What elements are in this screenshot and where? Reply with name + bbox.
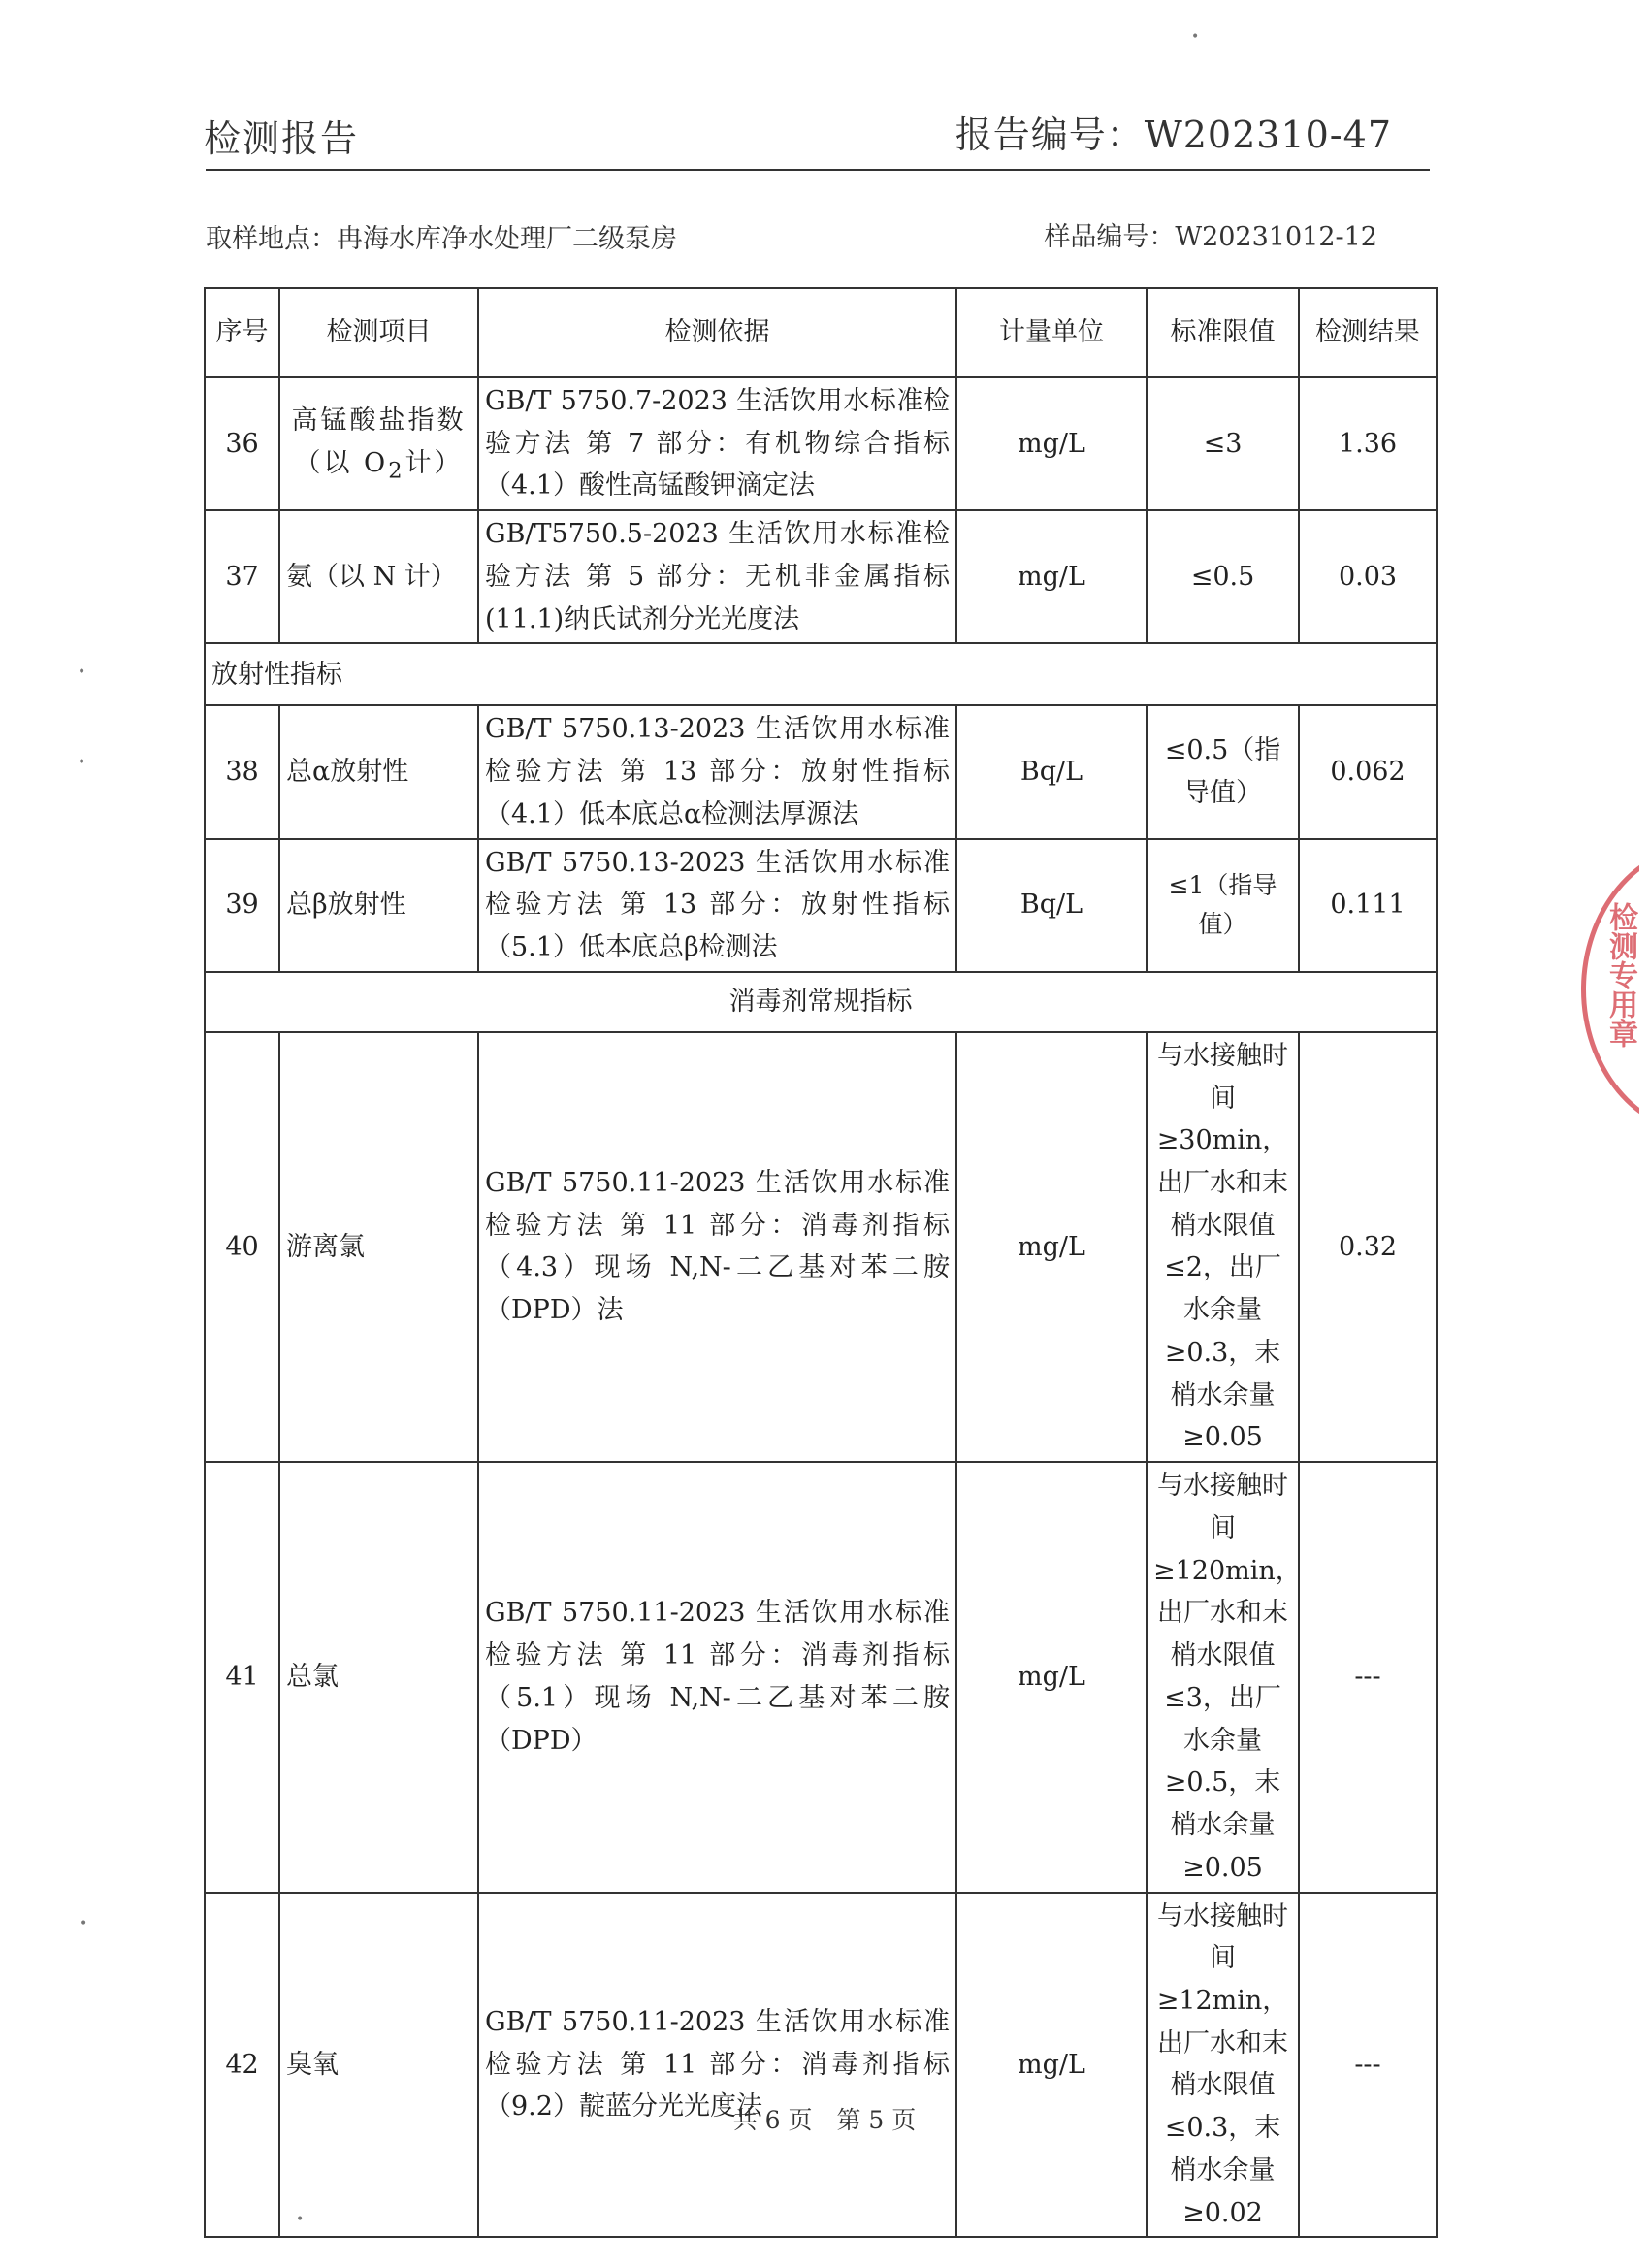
official-seal-stamp (1581, 844, 1639, 1125)
row-limit: 与水接触时间≥30min，出厂水和末梢水限值≤2，出厂水余量≥0.3，末梢水余量≥0.05 (1147, 1032, 1299, 1462)
seal-text: 检测专用章 (1603, 902, 1637, 1048)
row-result: --- (1299, 1893, 1437, 2238)
row-item: 氨（以 N 计） (279, 510, 478, 643)
row-method: GB/T 5750.11-2023 生活饮用水标准检验方法 第 11 部分：消毒剂指标（5.1）现场 N,N-二乙基对苯二胺（DPD） (478, 1462, 956, 1892)
row-result: --- (1299, 1462, 1437, 1892)
row-item: 总氯 (279, 1462, 478, 1892)
table-header-row (205, 288, 1437, 377)
row-item: 游离氯 (279, 1032, 478, 1462)
results-table (204, 287, 1438, 2238)
row-limit: 与水接触时间≥12min，出厂水和末梢水限值≤0.3，末梢水余量≥0.02 (1147, 1893, 1299, 2238)
header-divider (206, 169, 1430, 171)
section-label-disinfectant: 消毒剂常规指标 (205, 972, 1437, 1032)
row-item-text-end: 计） (404, 447, 464, 478)
sample-location: 取样地点：冉海水库净水处理厂二级泵房 (206, 224, 677, 254)
header-cell-result: 检测结果 (1299, 288, 1437, 377)
row-unit: mg/L (956, 1032, 1147, 1462)
table-row (205, 1032, 1437, 1462)
table-row (205, 705, 1437, 838)
row-number: 39 (205, 839, 279, 972)
row-limit: ≤0.5（指导值） (1147, 705, 1299, 838)
row-method: GB/T 5750.11-2023 生活饮用水标准检验方法 第 11 部分：消毒剂指标（9.2）靛蓝分光光度法 (478, 1893, 956, 2238)
row-limit: 与水接触时间≥120min，出厂水和末梢水限值≤3，出厂水余量≥0.5，末梢水余量≥0.05 (1147, 1462, 1299, 1892)
report-title: 检测报告 (204, 117, 360, 160)
header-cell-unit: 计量单位 (956, 288, 1147, 377)
row-method: GB/T 5750.13-2023 生活饮用水标准检验方法 第 13 部分：放射性指标（5.1）低本底总β检测法 (478, 839, 956, 972)
table-row (205, 510, 1437, 643)
row-item (279, 377, 478, 510)
section-label-radioactivity: 放射性指标 (205, 643, 1437, 705)
row-item-text: 高锰酸盐指数（以 O (291, 405, 467, 478)
row-number: 37 (205, 510, 279, 643)
row-number: 36 (205, 377, 279, 510)
row-unit: mg/L (956, 510, 1147, 643)
row-unit: Bq/L (956, 705, 1147, 838)
row-unit: Bq/L (956, 839, 1147, 972)
scan-speck: • (78, 755, 86, 770)
header-cell-no: 序号 (205, 288, 279, 377)
header-cell-item: 检测项目 (279, 288, 478, 377)
row-unit: mg/L (956, 1893, 1147, 2238)
scan-speck: • (78, 664, 86, 680)
sample-number: 样品编号：W20231012-12 (1044, 222, 1377, 252)
report-number: 报告编号：W202310-47 (954, 113, 1392, 156)
row-item: 总β放射性 (279, 839, 478, 972)
row-number: 38 (205, 705, 279, 838)
row-result: 0.111 (1299, 839, 1437, 972)
row-item-subscript: 2 (388, 457, 405, 483)
table-row (205, 1462, 1437, 1892)
row-result: 1.36 (1299, 377, 1437, 510)
row-result: 0.062 (1299, 705, 1437, 838)
section-row (205, 643, 1437, 705)
row-number: 42 (205, 1893, 279, 2238)
table-row (205, 839, 1437, 972)
table-row (205, 1893, 1437, 2238)
row-method: GB/T5750.5-2023 生活饮用水标准检验方法 第 5 部分：无机非金属指标(11.1)纳氏试剂分光光度法 (478, 510, 956, 643)
section-row (205, 972, 1437, 1032)
row-unit: mg/L (956, 1462, 1147, 1892)
scan-speck: • (1191, 29, 1200, 45)
scan-speck: • (80, 1916, 88, 1931)
row-item: 臭氧 (279, 1893, 478, 2238)
page-number: 共 6 页 第 5 页 (732, 2106, 917, 2134)
row-number: 41 (205, 1462, 279, 1892)
row-limit: ≤0.5 (1147, 510, 1299, 643)
row-result: 0.03 (1299, 510, 1437, 643)
row-item: 总α放射性 (279, 705, 478, 838)
row-result: 0.32 (1299, 1032, 1437, 1462)
scan-speck: • (296, 2212, 305, 2227)
row-method: GB/T 5750.11-2023 生活饮用水标准检验方法 第 11 部分：消毒剂指标（4.3）现场 N,N-二乙基对苯二胺（DPD）法 (478, 1032, 956, 1462)
row-method: GB/T 5750.7-2023 生活饮用水标准检验方法 第 7 部分：有机物综合指标（4.1）酸性高锰酸钾滴定法 (478, 377, 956, 510)
table-row (205, 377, 1437, 510)
row-unit: mg/L (956, 377, 1147, 510)
row-method: GB/T 5750.13-2023 生活饮用水标准检验方法 第 13 部分：放射性指标（4.1）低本底总α检测法厚源法 (478, 705, 956, 838)
header-cell-limit: 标准限值 (1147, 288, 1299, 377)
row-number: 40 (205, 1032, 279, 1462)
row-limit: ≤3 (1147, 377, 1299, 510)
row-limit: ≤1（指导值） (1147, 839, 1299, 972)
header-cell-method: 检测依据 (478, 288, 956, 377)
